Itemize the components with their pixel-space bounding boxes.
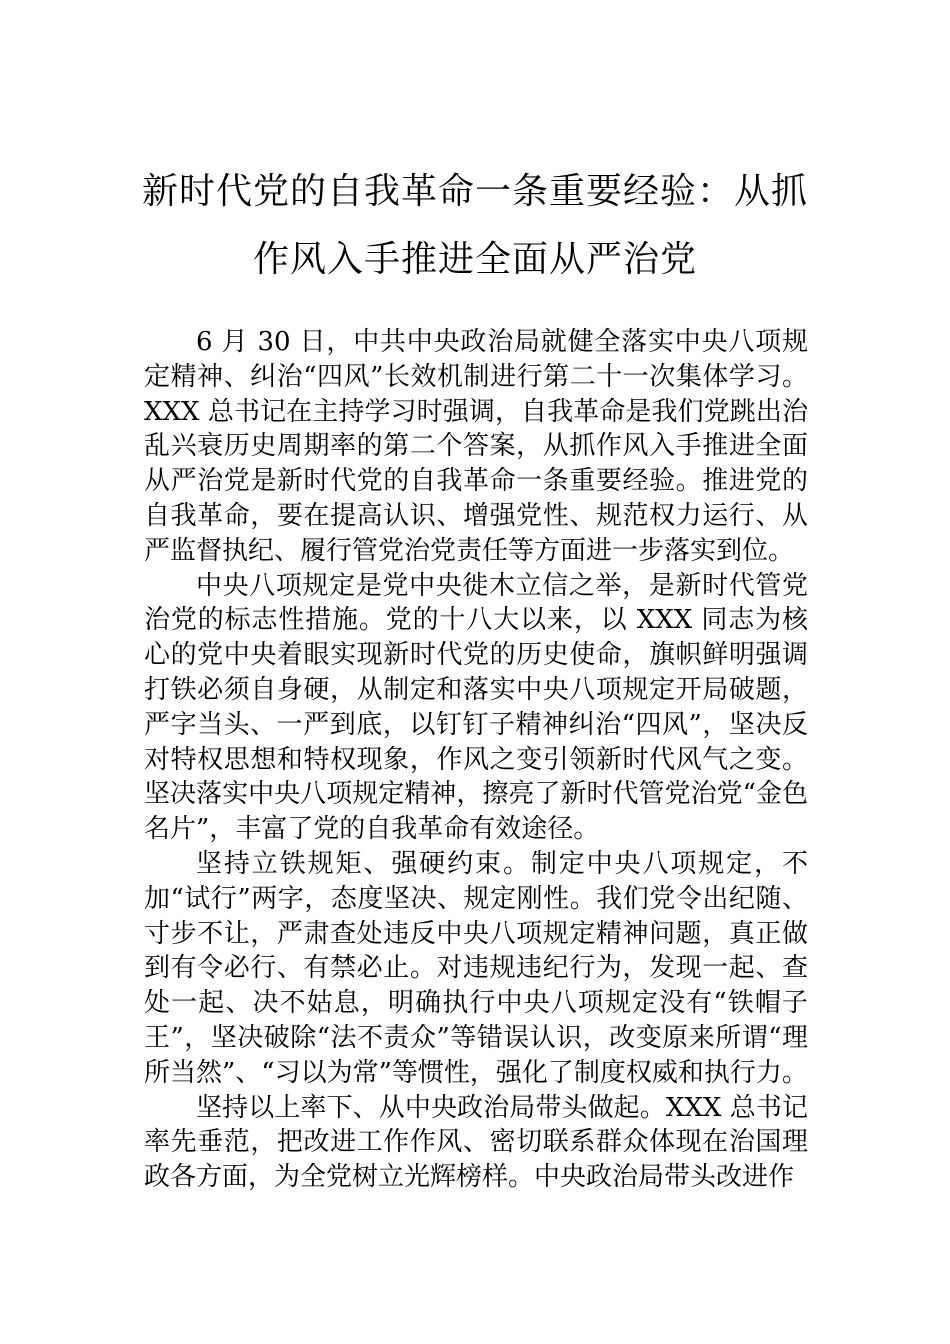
paragraph-1: 6 月 30 日，中共中央政治局就健全落实中央八项规定精神、纠治“四风”长效机制进行第二十一次集体学习。XXX 总书记在主持学习时强调，自我革命是我们党跳出治乱兴衰历史周期率的第二个答案，从抓作风入手推进全面从严治党是新时代党的自我革命一条重要经验。推进党的自我革命，要在提高认识、增强党性、规范权力运行、从严监督执纪、履行管党治党责任等方面进一步落实到位。: [144, 327, 808, 566]
paragraph-3: 坚持立铁规矩、强硬约束。制定中央八项规定，不加“试行”两字，态度坚决、规定刚性。我们党令出纪随、寸步不让，严肃查处违反中央八项规定精神问题，真正做到有令必行、有禁必止。对违规违纪行为，发现一起、查处一起、决不姑息，明确执行中央八项规定没有“铁帽子王”，坚决破除“法不责众”等错误认识，改变原来所谓“理所当然”、“习以为常”等惯性，强化了制度权威和执行力。: [144, 848, 808, 1088]
title-line-1: 新时代党的自我革命一条重要经验：从抓: [141, 171, 808, 212]
paragraph-4: 坚持以上率下、从中央政治局带头做起。XXX 总书记率先垂范，把改进工作作风、密切联系群众体现在治国理政各方面，为全党树立光辉榜样。中央政治局带头改进作: [144, 1092, 808, 1193]
document-body: [144, 325, 808, 1195]
title-line-2: 作风入手推进全面从严治党: [252, 239, 697, 280]
paragraph-2: 中央八项规定是党中央徙木立信之举，是新时代管党治党的标志性措施。党的十八大以来，以 XXX 同志为核心的党中央着眼实现新时代党的历史使命，旗帜鲜明强调打铁必须自身硬，从制定和落实中央八项规定开局破题，严字当头、一严到底，以钉钉子精神纠治“四风”，坚决反对特权思想和特权现象，作风之变引领新时代风气之变。坚决落实中央八项规定精神，擦亮了新时代管党治党“金色名片”，丰富了党的自我革命有效途径。: [144, 570, 808, 845]
document-title: [130, 158, 820, 294]
